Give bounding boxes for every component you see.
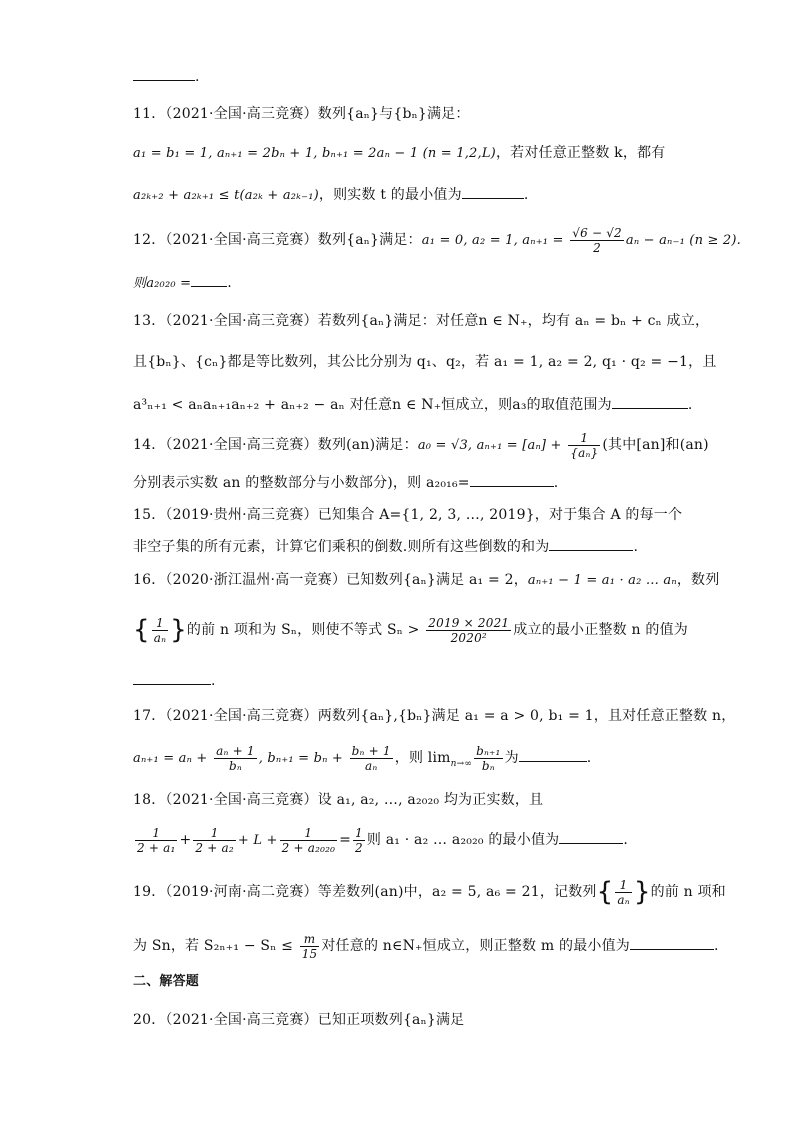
question-20-head: 20．（2021·全国·高三竞赛）已知正项数列{aₙ}满足 [133, 1012, 465, 1028]
fraction: $\frac{2019 \times 2021}{\text{2020²}}$ [428, 615, 510, 645]
question-18-condition: $\frac{1}{\text{2 + a₁}}$ + $\frac{1}{\text{2 + a₂}}$ + L + $\frac{1}{\text{2 + a₂₀₂₀}}$ = $\frac{1}{2}$ 则 a₁ · a₂ … a₂₀₂₀ 的最小值为 . [137, 825, 629, 855]
question-11-head: 11．（2021·全国·高三竞赛）数列{aₙ}与{bₙ}满足： [133, 106, 470, 122]
answer-blank [462, 184, 524, 199]
question-14-head: 14．（2021·全国·高三竞赛）数列(an)满足：a₀ = √3, aₙ₊₁ = [aₙ] + $\frac{1}{\text{\{aₙ\}}}$ (其中[an]和(an) [133, 430, 709, 460]
answer-blank [133, 66, 195, 81]
question-13-line2: 且{bₙ}、{cₙ}都是等比数列，其公比分别为 q₁、q₂，若 a₁ = 1, a₂ = 2, q₁ · q₂ = −1，且 [133, 354, 717, 370]
fraction: $\frac{\text{aₙ + 1}}{\text{bₙ}}$ [216, 743, 255, 773]
fraction: $\frac{1}{\text{2 + a₂}}$ [195, 825, 234, 855]
question-17-head: 17．（2021·全国·高三竞赛）两数列{aₙ},{bₙ}满足 a₁ = a > 0, b₁ = 1，且对任意正整数 n， [133, 708, 736, 724]
answer-blank [470, 472, 554, 487]
question-19-line2: 为 Sn，若 S₂ₙ₊₁ − Sₙ ≤ $\frac{m}{15}$ 对任意的 n∈N₊恒成立，则正整数 m 的最小值为 . [133, 931, 719, 961]
fraction: $\frac{1}{\text{aₙ}}$ [617, 877, 630, 907]
fraction: $\frac{\text{bₙ₊₁}}{\text{bₙ}}$ [476, 743, 501, 773]
question-13-line3: a³ₙ₊₁ < aₙaₙ₊₁aₙ₊₂ + aₙ₊₂ − aₙ 对任意n ∈ N₊恒成立，则a₃的取值范围为 . [133, 394, 693, 415]
answer-blank [559, 829, 623, 844]
section-heading: 二、解答题 [133, 974, 200, 989]
answer-blank [612, 394, 688, 409]
fraction: $\frac{1}{\text{2 + a₂₀₂₀}}$ [281, 825, 336, 855]
question-15-line2: 非空子集的所有元素，计算它们乘积的倒数.则所有这些倒数的和为 . [133, 536, 638, 557]
question-19-head: 19．（2019·河南·高二竞赛）等差数列(an)中，a₂ = 5, a₆ = 21，记数列{ $\frac{1}{\text{aₙ}}$ }的前 n 项和 [133, 877, 726, 907]
question-16-head: 16．（2020·浙江温州·高一竞赛）已知数列{aₙ}满足 a₁ = 2，aₙ₊₁ − 1 = a₁ · a₂ … aₙ，数列 [133, 572, 720, 588]
question-13-head: 13．（2021·全国·高三竞赛）若数列{aₙ}满足：对任意n ∈ N₊，均有 aₙ = bₙ + cₙ 成立， [133, 313, 710, 329]
answer-blank [191, 272, 227, 287]
fraction: $\frac{1}{\text{aₙ}}$ [153, 615, 167, 645]
fraction: $\frac{1}{\text{2 + a₁}}$ [137, 825, 176, 855]
top-answer-line: . [133, 66, 200, 87]
answer-blank [133, 670, 211, 685]
fraction: $\frac{1}{2}$ [355, 825, 363, 855]
answer-blank [549, 536, 633, 551]
question-11-ask: a₂ₖ₊₂ + a₂ₖ₊₁ ≤ t(a₂ₖ + a₂ₖ₋₁)，则实数 t 的最小值为 . [133, 184, 528, 206]
answer-blank [519, 747, 587, 762]
fraction: $\frac{√6 - √2}{2}$ [572, 225, 622, 255]
question-12-head: 12．（2021·全国·高三竞赛）数列{aₙ}满足：a₁ = 0, a₂ = 1, aₙ₊₁ = $\frac{√6 - √2}{2}$ aₙ − aₙ₋₁ (n ≥ 2). [133, 225, 741, 255]
question-15-line1: 15．（2019·贵州·高三竞赛）已知集合 A={1, 2, 3, …, 2019}，对于集合 A 的每一个 [133, 507, 683, 523]
fraction: $\frac{m}{15}$ [301, 931, 318, 961]
question-12-ask: 则a₂₀₂₀ = . [133, 272, 232, 294]
answer-blank [630, 935, 714, 950]
question-18-head: 18．（2021·全国·高三竞赛）设 a₁, a₂, …, a₂₀₂₀ 均为正实数，且 [133, 792, 544, 808]
fraction: $\frac{\text{bₙ + 1}}{\text{aₙ}}$ [351, 743, 391, 773]
question-16-answer: . [133, 670, 216, 691]
question-14-line2: 分别表示实数 an 的整数部分与小数部分)，则 a₂₀₁₆= . [133, 472, 558, 493]
question-17-condition: aₙ₊₁ = aₙ + $\frac{\text{aₙ + 1}}{\text{bₙ}}$ , bₙ₊₁ = bₙ + $\frac{\text{bₙ + 1}}{\text{aₙ}}$ ，则 $\lim_{n\to\infty}$ $\frac{\text{bₙ₊₁}}{\text{bₙ}}$ 为 . [133, 743, 592, 773]
question-11-condition: a₁ = b₁ = 1, aₙ₊₁ = 2bₙ + 1, bₙ₊₁ = 2aₙ − 1 (n = 1,2,L)，若对任意正整数 k，都有 [133, 145, 666, 161]
fraction: $\frac{1}{\text{\{aₙ\}}}$ [570, 430, 599, 460]
question-16-line2: { $\frac{1}{\text{aₙ}}$ }的前 n 项和为 Sₙ，则使不等式 Sₙ > $\frac{2019 \times 2021}{\text{2020²}}$ 成立的最小正整数 n 的值为 [133, 615, 688, 645]
